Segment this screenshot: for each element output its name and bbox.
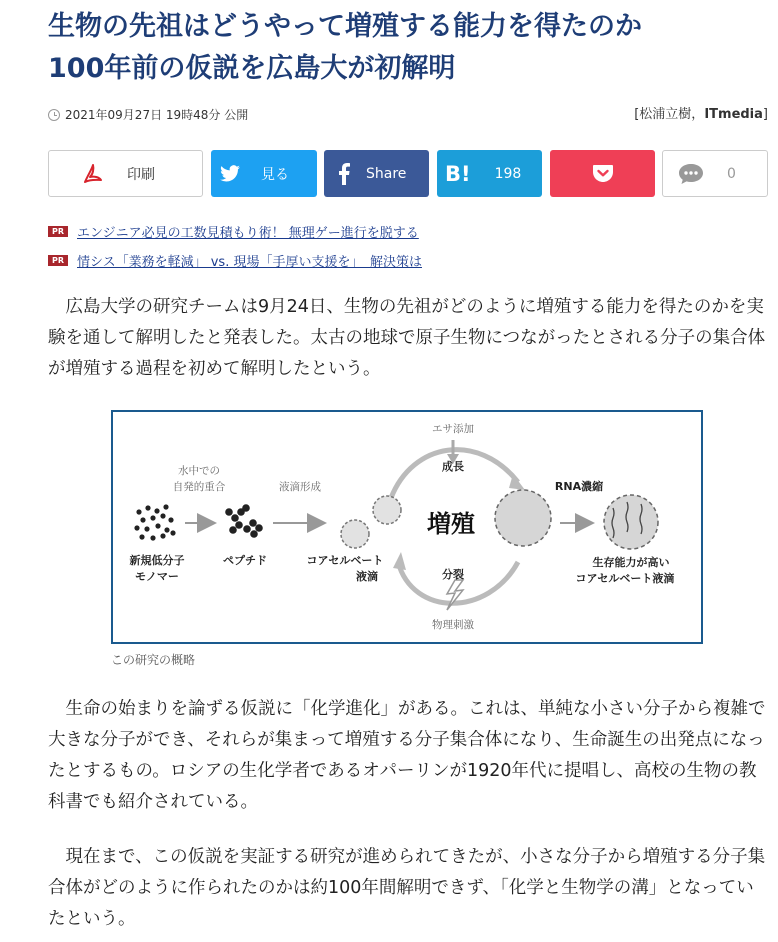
speech-bubble-icon xyxy=(677,162,705,186)
research-overview-figure xyxy=(111,410,703,644)
label-rna: RNA濃縮 xyxy=(554,480,604,493)
droplet-small xyxy=(341,520,369,548)
article-title xyxy=(48,6,768,90)
clock-icon xyxy=(48,109,60,121)
label-esa: エサ添加 xyxy=(432,423,474,435)
hatena-count: 198 xyxy=(494,165,522,182)
label-polymerization-1: 水中での xyxy=(178,465,220,477)
body-paragraph: 広島大学の研究チームは9月24日、生物の先祖がどのように増殖する能力を得たのかを実験を通して解明したと発表した。太古の地球で原子生物につながったとされる分子の集合体が増殖する過程を初めて解明したという。 xyxy=(48,297,766,379)
pocket-button[interactable] xyxy=(550,150,655,197)
peptide-chains xyxy=(225,504,263,538)
monomer-dots xyxy=(134,504,175,540)
label-coacervate-1: コアセルベート xyxy=(306,554,384,567)
facebook-share-button[interactable] xyxy=(324,150,429,197)
label-bunretsu: 分裂 xyxy=(442,568,464,581)
pr-tag: PR xyxy=(48,255,68,266)
publish-date xyxy=(48,106,248,123)
label-monomer-2: モノマー xyxy=(135,570,179,583)
pr-tag: PR xyxy=(48,226,68,237)
label-droplet-formation: 液滴形成 xyxy=(279,481,321,493)
label-center: 増殖 xyxy=(427,510,475,538)
pr-link[interactable]: 情シス「業務を軽減」 vs. 現場「手厚い支援を」 解決策は xyxy=(77,255,422,270)
hatena-bookmark-button[interactable] xyxy=(437,150,542,197)
label-high-2: コアセルベート液滴 xyxy=(575,572,675,585)
body-paragraph: 生命の始まりを論ずる仮説に「化学進化」がある。これは、単純な小さい分子から複雑で大きな分子ができ、それらが集まって増殖する分子集合体になり、生命誕生の出発点になったとするもの。ロシアの生化学者であるオパーリンが1920年代に提唱し、高校の生物の教科書でも紹介されている。 xyxy=(48,699,766,812)
hatena-b-icon: B! xyxy=(445,161,471,186)
label-stimulus: 物理刺激 xyxy=(432,619,474,631)
twitter-bird-icon xyxy=(219,165,241,183)
pr-link-row xyxy=(48,251,422,270)
facebook-f-icon xyxy=(338,163,350,185)
author-outlet: ITmedia xyxy=(704,107,763,122)
label-monomer-1: 新規低分子 xyxy=(129,554,185,567)
author-name: 松浦立樹 xyxy=(639,107,692,122)
label-polymerization-2: 自発的重合 xyxy=(172,481,226,493)
twitter-share-button[interactable] xyxy=(211,150,317,197)
figure-caption: この研究の概略 xyxy=(111,653,196,667)
print-label: 印刷 xyxy=(127,166,155,183)
title-line-2: 100年前の仮説を広島大が初解明 xyxy=(48,53,456,84)
pdf-icon xyxy=(81,162,105,186)
label-high-1: 生存能力が高い xyxy=(592,556,670,569)
pr-link-row xyxy=(48,222,419,241)
label-peptide: ペプチド xyxy=(223,554,267,567)
label-coacervate-2: 液滴 xyxy=(356,570,378,583)
title-line-1: 生物の先祖はどうやって増殖する能力を得たのか xyxy=(48,11,642,42)
publish-date-text: 2021年09月27日 19時48分 公開 xyxy=(65,108,249,122)
comment-count: 0 xyxy=(727,165,736,182)
pr-link[interactable]: エンジニア必見の工数見積もり術！ 無理ゲー進行を脱する xyxy=(77,226,419,241)
pocket-icon xyxy=(592,164,614,184)
print-button[interactable] xyxy=(48,150,203,197)
twitter-label: 見る xyxy=(261,166,289,183)
byline: [松浦立樹，ITmedia] xyxy=(634,107,768,122)
facebook-label: Share xyxy=(366,165,407,182)
droplet-medium xyxy=(373,496,401,524)
label-seicho: 成長 xyxy=(442,460,464,473)
body-paragraph: 現在まで、この仮説を実証する研究が進められてきたが、小さな分子から増殖する分子集合体がどのように作られたのかは約100年間解明できず、「化学と生物学の溝」となっていたという。 xyxy=(48,847,766,929)
comment-button[interactable] xyxy=(662,150,768,197)
droplet-large xyxy=(495,490,551,546)
